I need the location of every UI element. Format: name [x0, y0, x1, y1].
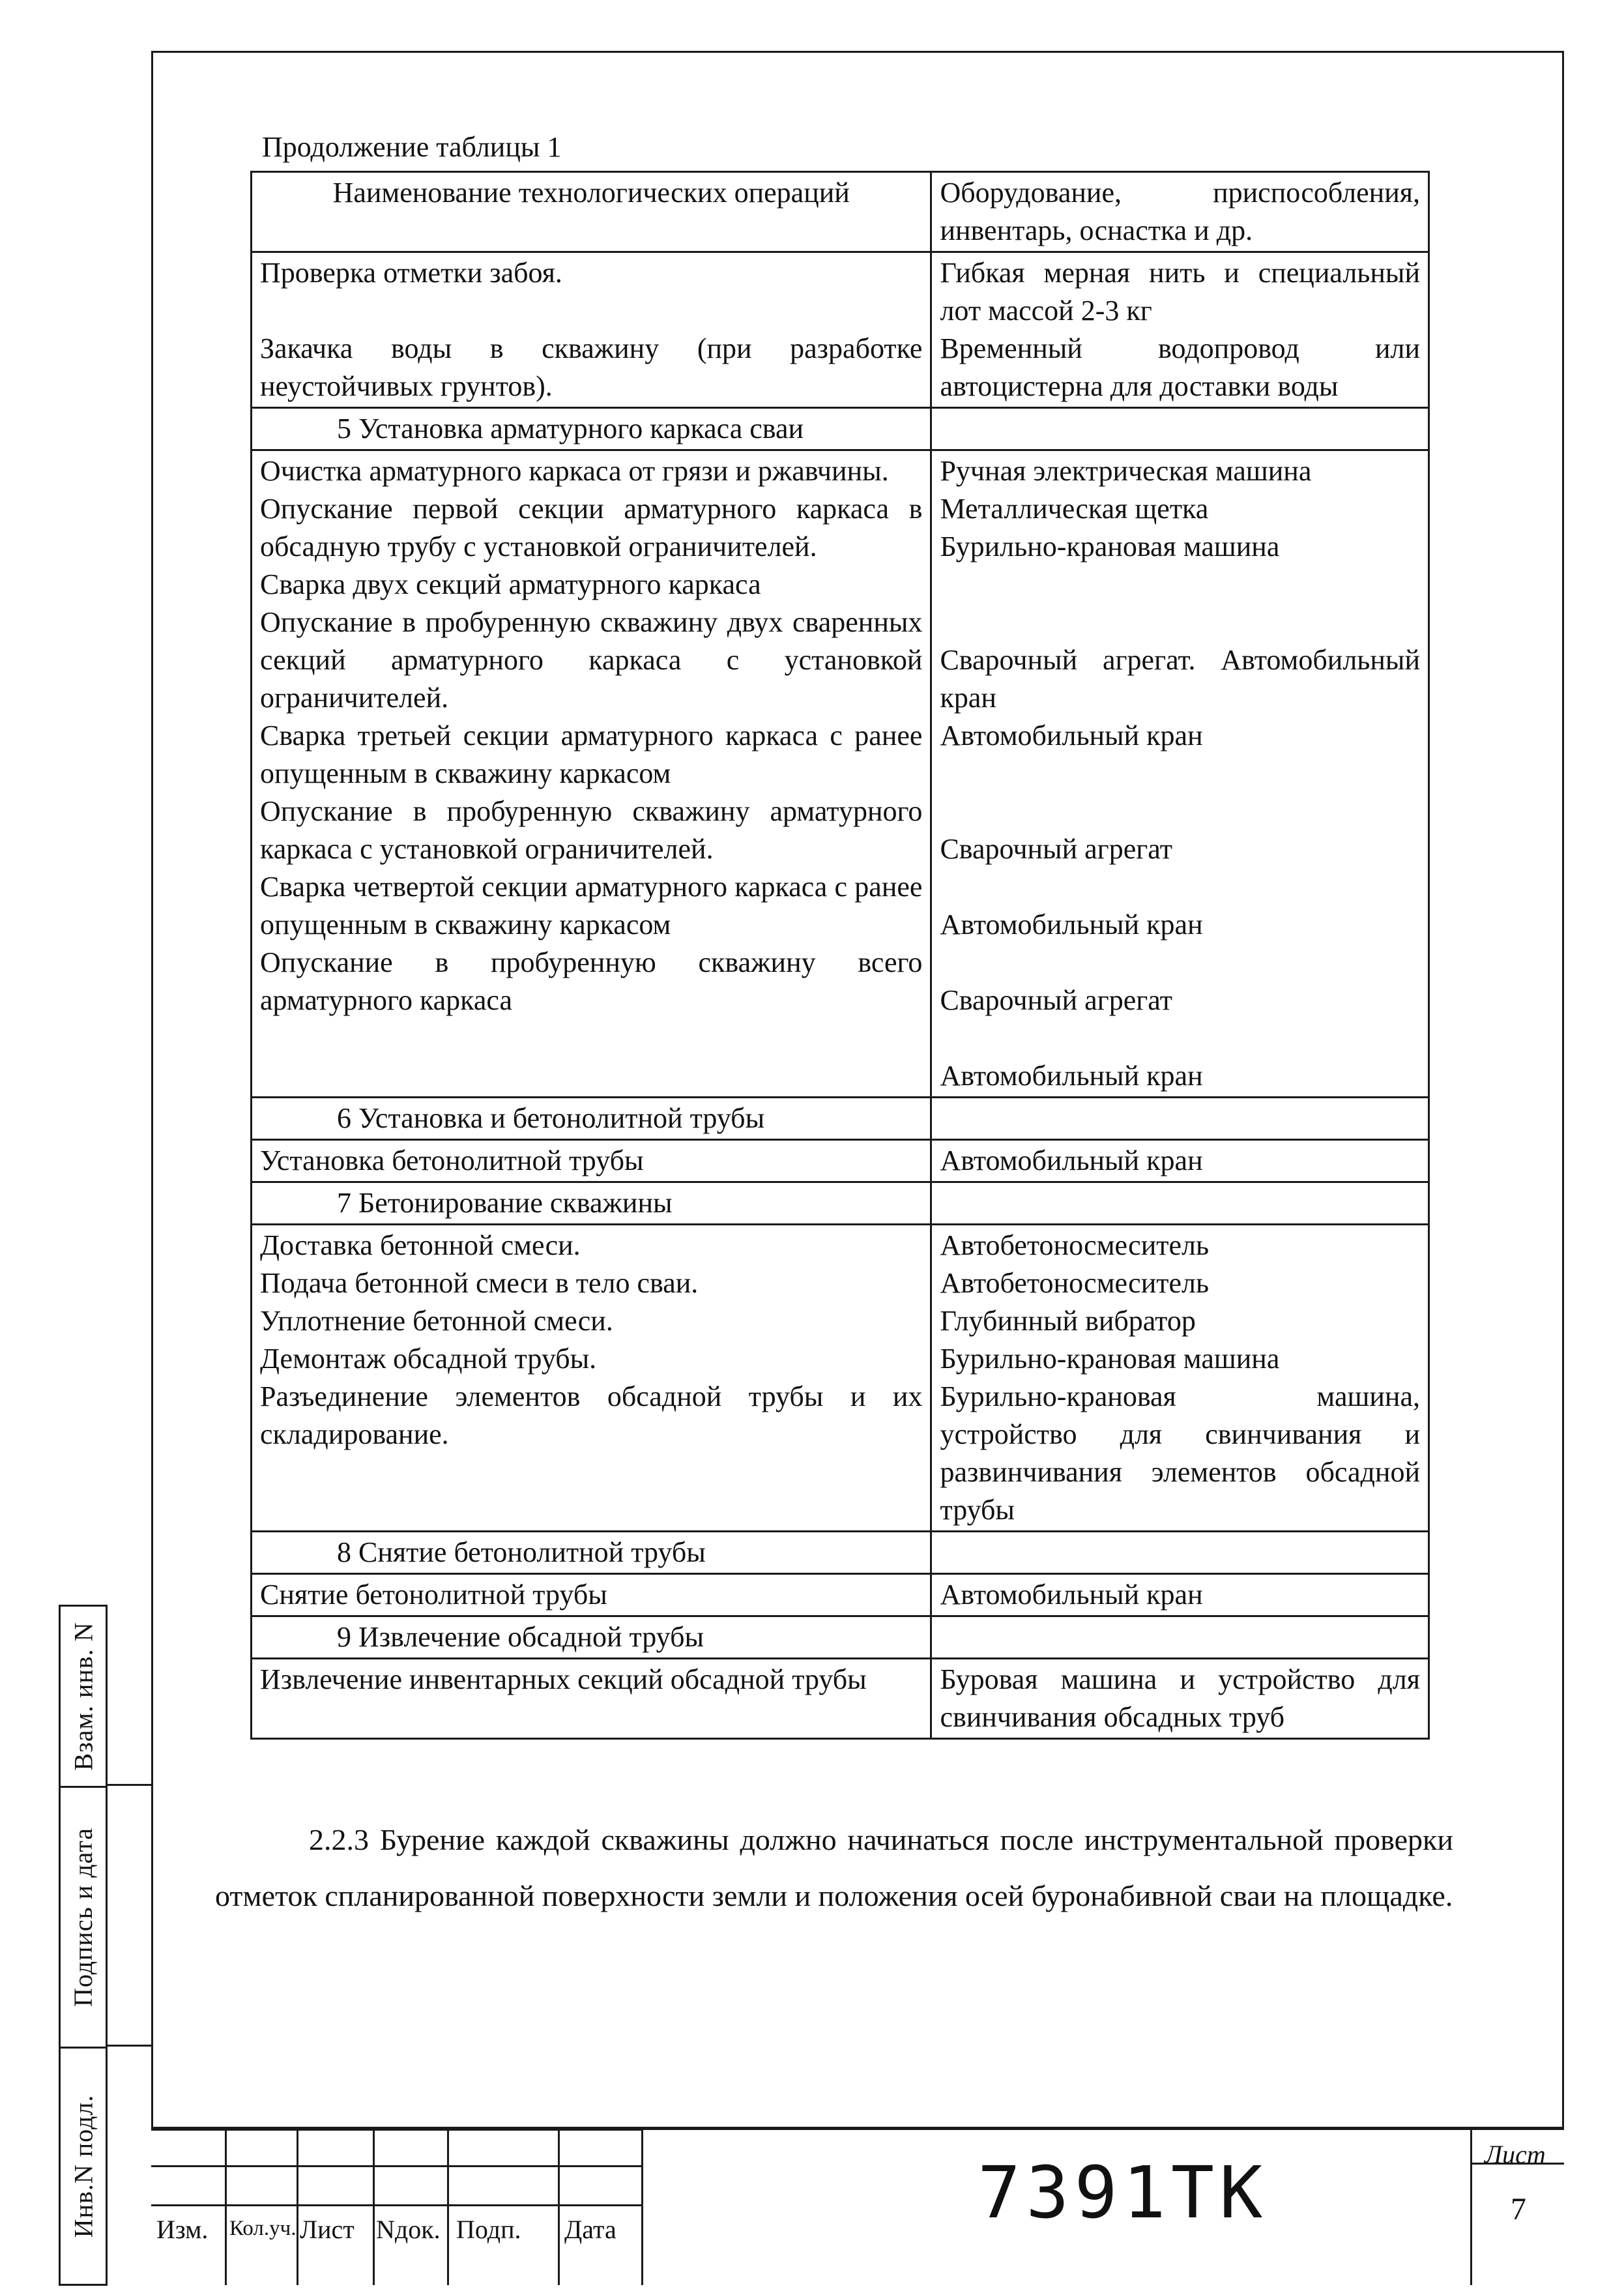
- table-row: [252, 450, 1429, 1098]
- section-title-cell: [252, 1532, 931, 1574]
- section-row: [252, 1616, 1429, 1659]
- stamp-col-list: Лист: [300, 2215, 355, 2244]
- stamp-col-line: [1470, 2129, 1472, 2285]
- operation-text: Закачка воды в скважину (при разработке неустойчивых грунтов).: [260, 332, 923, 402]
- operation-text: Сварка четвертой секции арматурного каркаса с ранее опущенным в скважину каркасом: [260, 871, 923, 941]
- operation-text: Разъединение элементов обсадной трубы и их складирование.: [260, 1380, 923, 1450]
- section-title-cell: [252, 408, 931, 450]
- section-title-cell: [252, 1616, 931, 1659]
- document-code: 7391ТК: [978, 2151, 1268, 2234]
- equipment-text: Металлическая щетка: [940, 493, 1209, 525]
- equipment-cell: [931, 1140, 1429, 1182]
- equipment-text: Автобетоносмеситель: [940, 1267, 1210, 1299]
- table-header-row: [252, 172, 1429, 252]
- section-row: [252, 1182, 1429, 1225]
- side-stamp: [59, 1605, 151, 2286]
- stamp-col-kol-uch: Кол.уч.: [229, 2217, 297, 2240]
- operation-text: Проверка отметки забоя.: [260, 257, 562, 289]
- operation-text: Доставка бетонной смеси.: [260, 1229, 581, 1261]
- operation-text: Снятие бетонолитной трубы: [260, 1579, 607, 1611]
- equipment-text: Временный водопровод или автоцистерна для доставки воды: [940, 332, 1420, 402]
- operation-text: Сварка двух секций арматурного каркаса: [260, 568, 761, 600]
- side-label-column: [59, 1605, 106, 2286]
- equipment-text: Автомобильный кран: [940, 1060, 1203, 1092]
- table-caption: Продолжение таблицы 1: [262, 131, 562, 163]
- section-title: 8 Снятие бетонолитной трубы: [337, 1536, 706, 1568]
- section-title: 9 Извлечение обсадной трубы: [337, 1621, 704, 1653]
- operation-text: Установка бетонолитной трубы: [260, 1145, 644, 1176]
- operation-text: Подача бетонной смеси в тело сваи.: [260, 1267, 699, 1299]
- equipment-text: Буровая машина и устройство для свинчивания обсадных труб: [940, 1663, 1420, 1733]
- equipment-text: [940, 566, 1420, 604]
- section-title: 5 Установка арматурного каркаса сваи: [337, 413, 804, 445]
- side-label-signature-date: Подпись и дата: [68, 1827, 98, 2007]
- table-row: [252, 1574, 1429, 1616]
- section-title-cell: [252, 1098, 931, 1140]
- equipment-text: Бурильно-крановая машина: [940, 1343, 1280, 1375]
- operation-cell: [252, 1659, 931, 1739]
- stamp-col-data: Дата: [564, 2215, 616, 2244]
- equipment-text: Сварочный агрегат: [940, 833, 1172, 865]
- equipment-text: [940, 793, 1420, 830]
- side-blank-column: [106, 1605, 151, 2286]
- operation-text: Опускание в пробуренную скважину двух сваренных секций арматурного каркаса с установкой ограничителей.: [260, 606, 923, 714]
- operation-cell: [252, 450, 931, 1098]
- stamp-col-izm: Изм.: [156, 2215, 209, 2244]
- operation-text: Опускание первой секции арматурного каркаса в обсадную трубу с установкой ограничителей.: [260, 493, 923, 562]
- operation-text: Очистка арматурного каркаса от грязи и ржавчины.: [260, 455, 889, 487]
- equipment-cell: [931, 1098, 1429, 1140]
- operation-cell: [252, 1225, 931, 1532]
- operation-cell: [252, 252, 931, 408]
- equipment-text: Гибкая мерная нить и специальный лот массой 2-3 кг: [940, 257, 1420, 327]
- section-row: [252, 1532, 1429, 1574]
- table-row: [252, 1659, 1429, 1739]
- operation-text: Сварка третьей секции арматурного каркаса с ранее опущенным в скважину каркасом: [260, 720, 923, 789]
- operation-text: Демонтаж обсадной трубы.: [260, 1343, 597, 1375]
- equipment-text: Ручная электрическая машина: [940, 455, 1312, 487]
- stamp-col-line: [297, 2129, 298, 2285]
- operation-cell: [252, 1140, 931, 1182]
- table-row: [252, 252, 1429, 408]
- side-label-inv-original: Инв.N подл.: [68, 2094, 98, 2238]
- operations-table: [250, 171, 1430, 1740]
- equipment-text: [940, 944, 1420, 982]
- stamp-col-line: [373, 2129, 375, 2285]
- equipment-cell: [931, 408, 1429, 450]
- equipment-text: Автобетоносмеситель: [940, 1229, 1210, 1261]
- equipment-cell: [931, 1616, 1429, 1659]
- stamp-col-podp: Подп.: [456, 2215, 521, 2244]
- equipment-text: Сварочный агрегат. Автомобильный кран: [940, 644, 1420, 714]
- side-cell-replace-inv: [61, 1607, 106, 1786]
- operation-text: Опускание в пробуренную скважину арматурного каркаса с установкой ограничителей.: [260, 795, 923, 865]
- equipment-text: [940, 1019, 1420, 1057]
- stamp-col-line: [641, 2129, 643, 2285]
- side-cell-signature-date: [61, 1786, 106, 2047]
- section-title: 7 Бетонирование скважины: [337, 1187, 673, 1219]
- operation-cell: [252, 1574, 931, 1616]
- equipment-cell: [931, 1574, 1429, 1616]
- equipment-text: Автомобильный кран: [940, 1145, 1203, 1176]
- equipment-cell: [931, 1532, 1429, 1574]
- section-row: [252, 1098, 1429, 1140]
- stamp-col-ndok: Nдок.: [376, 2215, 441, 2244]
- equipment-text: [940, 755, 1420, 793]
- header-operations: Наименование технологических операций: [252, 172, 931, 252]
- equipment-text: Сварочный агрегат: [940, 984, 1172, 1016]
- equipment-text: [940, 868, 1420, 906]
- operation-text: Опускание в пробуренную скважину всего арматурного каркаса: [260, 946, 923, 1016]
- equipment-cell: [931, 1182, 1429, 1225]
- section-title-cell: [252, 1182, 931, 1225]
- equipment-text: Автомобильный кран: [940, 720, 1203, 752]
- equipment-cell: [931, 1659, 1429, 1739]
- equipment-text: Автомобильный кран: [940, 1579, 1203, 1611]
- header-equipment: Оборудование, приспособления, инвентарь, оснастка и др.: [931, 172, 1429, 252]
- section-row: [252, 408, 1429, 450]
- paragraph-2-2-3: 2.2.3 Бурение каждой скважины должно начинаться после инструментальной проверки отметок спланированной поверхности земли и положения осей буронабивной сваи на площадке.: [215, 1823, 1453, 1912]
- equipment-cell: [931, 252, 1429, 408]
- table-row: [252, 1140, 1429, 1182]
- equipment-text: Автомобильный кран: [940, 909, 1203, 941]
- section-title: 6 Установка и бетонолитной трубы: [337, 1102, 765, 1134]
- side-cell-inv-original: [61, 2047, 106, 2284]
- stamp-col-line: [225, 2129, 227, 2285]
- equipment-cell: [931, 1225, 1429, 1532]
- sheet-label: Лист: [1485, 2140, 1546, 2169]
- equipment-text: Бурильно-крановая машина: [940, 531, 1280, 562]
- equipment-text: Бурильно-крановая машина, устройство для свинчивания и развинчивания элементов обсадной трубы: [940, 1380, 1420, 1526]
- equipment-text: Глубинный вибратор: [940, 1305, 1196, 1337]
- operation-text: Уплотнение бетонной смеси.: [260, 1305, 613, 1337]
- stamp-col-line: [558, 2129, 560, 2285]
- sheet-number: 7: [1511, 2192, 1526, 2226]
- operation-text: [260, 292, 922, 330]
- equipment-text: [940, 604, 1420, 641]
- stamp-top-line: [151, 2127, 1564, 2129]
- stamp-col-line: [447, 2129, 449, 2285]
- table-row: [252, 1225, 1429, 1532]
- operation-text: Извлечение инвентарных секций обсадной трубы: [260, 1663, 867, 1695]
- equipment-cell: [931, 450, 1429, 1098]
- side-label-replace-inv: Взам. инв. N: [68, 1622, 98, 1771]
